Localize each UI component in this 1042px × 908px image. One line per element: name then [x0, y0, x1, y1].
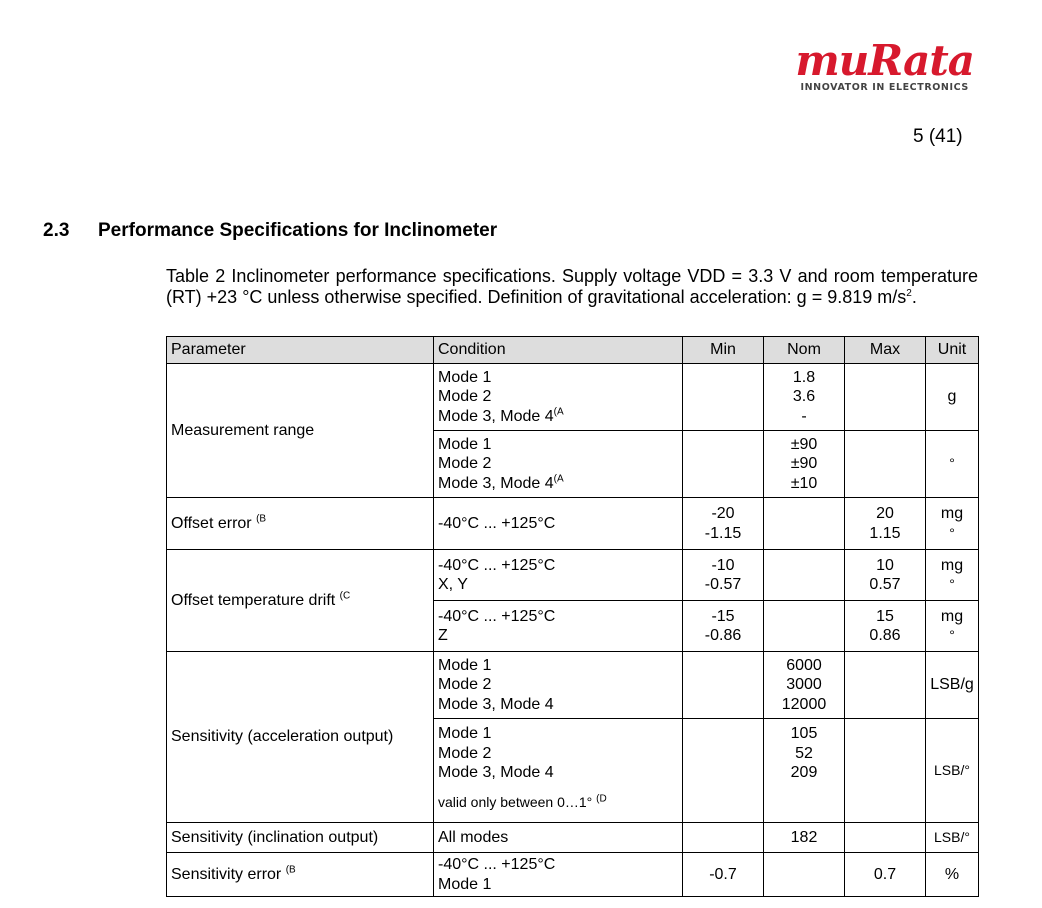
- spec-table: [166, 336, 979, 897]
- logo-tagline: INNOVATOR IN ELECTRONICS: [800, 82, 969, 93]
- min-cell: [683, 601, 764, 652]
- min-cell: [683, 719, 764, 823]
- footnote-ref: (C: [339, 590, 351, 602]
- unit-cell: %: [926, 853, 979, 897]
- min-value: -1.15: [704, 524, 742, 542]
- condition-cell: [434, 431, 683, 498]
- condition-line: Mode 3, Mode $4^{(A}$: [438, 406, 564, 425]
- param-sensitivity-error: Sensitivity error $^{(B}$: [167, 853, 434, 897]
- section-title: Performance Specifications for Inclinometer: [98, 220, 498, 241]
- min-value: -10: [711, 556, 735, 574]
- condition-cell: All modes: [434, 823, 683, 853]
- condition-line: -40°C ... +125°C: [438, 607, 556, 625]
- table-header-row: [167, 337, 979, 364]
- condition-line: Mode 2: [438, 744, 492, 762]
- max-cell: [845, 823, 926, 853]
- logo-wordmark: muRata: [795, 36, 974, 85]
- param-sensitivity-incl: Sensitivity (inclination output): [167, 823, 434, 853]
- footnote-ref: (B: [285, 864, 296, 876]
- max-value: 15: [876, 607, 894, 625]
- nom-value: ±10: [790, 474, 818, 492]
- max-value: 20: [876, 505, 894, 522]
- nom-value: ±90: [790, 435, 818, 453]
- condition-cell: [434, 853, 683, 897]
- condition-line: Mode 3, Mode $4^{(A}$: [438, 473, 564, 492]
- murata-logo: [795, 36, 974, 93]
- table-row: [167, 853, 979, 897]
- section-number: 2.3: [43, 220, 70, 241]
- caption-end: .: [911, 287, 917, 307]
- table-caption: [166, 266, 978, 308]
- min-value: -20: [711, 505, 735, 522]
- header-condition: Condition: [434, 337, 683, 364]
- condition-cell: [434, 550, 683, 601]
- nom-cell: 182: [764, 823, 845, 853]
- min-cell: [683, 550, 764, 601]
- condition-line: Mode 3, Mode 4: [438, 764, 554, 781]
- condition-cell: [434, 601, 683, 652]
- unit-value: mg: [940, 607, 964, 625]
- condition-line: Mode 1: [438, 435, 492, 453]
- nom-value: 6000: [786, 656, 822, 674]
- condition-cell: -40°C ... +125°C: [434, 498, 683, 550]
- condition-cell: [434, 364, 683, 431]
- nom-value: 1.8: [792, 368, 816, 386]
- condition-line: Z: [438, 627, 448, 644]
- max-value: 0.86: [869, 627, 901, 644]
- nom-value: 3.6: [792, 388, 816, 406]
- nom-cell: [764, 719, 845, 823]
- condition-line: Mode 1: [438, 368, 492, 386]
- nom-cell: [764, 853, 845, 897]
- min-cell: [683, 364, 764, 431]
- nom-cell: [764, 498, 845, 550]
- condition-line: Mode 1: [438, 656, 492, 674]
- nom-value: 209: [790, 764, 818, 781]
- header-parameter: Parameter: [167, 337, 434, 364]
- unit-cell: [926, 498, 979, 550]
- header-unit: Unit: [926, 337, 979, 364]
- unit-cell: LSB/°: [926, 823, 979, 853]
- footnote-ref: (A: [553, 473, 564, 485]
- condition-cell: [434, 652, 683, 719]
- min-cell: -0.7: [683, 853, 764, 897]
- unit-value: °: [949, 524, 955, 541]
- unit-value: mg: [940, 505, 964, 522]
- condition-line: Mode 2: [438, 455, 492, 473]
- condition-line: X, Y: [438, 576, 468, 593]
- unit-cell: °: [926, 431, 979, 498]
- condition-line: Mode 1: [438, 875, 492, 893]
- condition-line: -40°C ... +125°C: [438, 556, 556, 574]
- param-sensitivity-acc: Sensitivity (acceleration output): [167, 652, 434, 823]
- unit-value: °: [949, 627, 955, 643]
- condition-line: Mode 2: [438, 388, 492, 406]
- unit-cell: LSB/°: [926, 719, 979, 823]
- condition-line: -40°C ... +125°C: [438, 856, 556, 873]
- table-row: [167, 652, 979, 719]
- unit-cell: LSB/g: [926, 652, 979, 719]
- max-cell: [845, 719, 926, 823]
- condition-line: Mode 2: [438, 676, 492, 694]
- caption-text: Table 2 Inclinometer performance specifications. Supply voltage VDD = 3.3 V and room temperature (RT) +23 °C unless otherwise specified. Definition of gravitational acceleration: g = 9.819 m/s: [166, 266, 978, 307]
- nom-value: 105: [790, 725, 818, 742]
- min-cell: [683, 498, 764, 550]
- param-measurement-range: Measurement range: [167, 364, 434, 498]
- nom-cell: [764, 431, 845, 498]
- nom-value: -: [801, 407, 807, 425]
- nom-cell: [764, 550, 845, 601]
- nom-cell: [764, 652, 845, 719]
- max-value: 1.15: [869, 524, 901, 542]
- param-offset-drift: Offset temperature drift $^{(C}$: [167, 550, 434, 652]
- table-row: [167, 364, 979, 431]
- table-row: [167, 823, 979, 853]
- nom-cell: [764, 364, 845, 431]
- min-cell: [683, 431, 764, 498]
- max-cell: [845, 364, 926, 431]
- footnote-ref: (B: [256, 513, 267, 525]
- unit-value: mg: [940, 556, 964, 574]
- max-cell: [845, 550, 926, 601]
- max-cell: [845, 498, 926, 550]
- header-min: Min: [683, 337, 764, 364]
- table-row: [167, 550, 979, 601]
- max-cell: 0.7: [845, 853, 926, 897]
- header-max: Max: [845, 337, 926, 364]
- footnote-ref: (D: [596, 792, 607, 804]
- section-heading: [43, 220, 497, 242]
- footnote-ref: (A: [553, 406, 564, 418]
- min-value: -0.86: [704, 627, 742, 644]
- unit-cell: g: [926, 364, 979, 431]
- min-value: -0.57: [704, 576, 742, 593]
- caption-superscript: 2: [906, 288, 912, 299]
- nom-cell: [764, 601, 845, 652]
- nom-value: 52: [795, 744, 813, 762]
- max-value: 10: [876, 556, 894, 574]
- nom-value: 12000: [781, 695, 827, 713]
- min-cell: [683, 823, 764, 853]
- header-nom: Nom: [764, 337, 845, 364]
- param-offset-error: Offset error $^{(B}$: [167, 498, 434, 550]
- table-row: [167, 498, 979, 550]
- nom-value: 3000: [786, 676, 822, 694]
- condition-line: Mode 1: [438, 725, 492, 742]
- max-cell: [845, 652, 926, 719]
- max-value: 0.57: [869, 576, 901, 593]
- condition-note: valid only between 0…1° $^{(D}$: [438, 792, 607, 810]
- nom-value: ±90: [790, 455, 818, 473]
- max-cell: [845, 601, 926, 652]
- unit-cell: [926, 550, 979, 601]
- min-value: -15: [711, 607, 735, 625]
- unit-cell: [926, 601, 979, 652]
- max-cell: [845, 431, 926, 498]
- unit-value: °: [949, 576, 955, 592]
- condition-line: Mode 3, Mode 4: [438, 695, 554, 713]
- condition-cell: [434, 719, 683, 823]
- page-number: 5 (41): [913, 126, 963, 147]
- min-cell: [683, 652, 764, 719]
